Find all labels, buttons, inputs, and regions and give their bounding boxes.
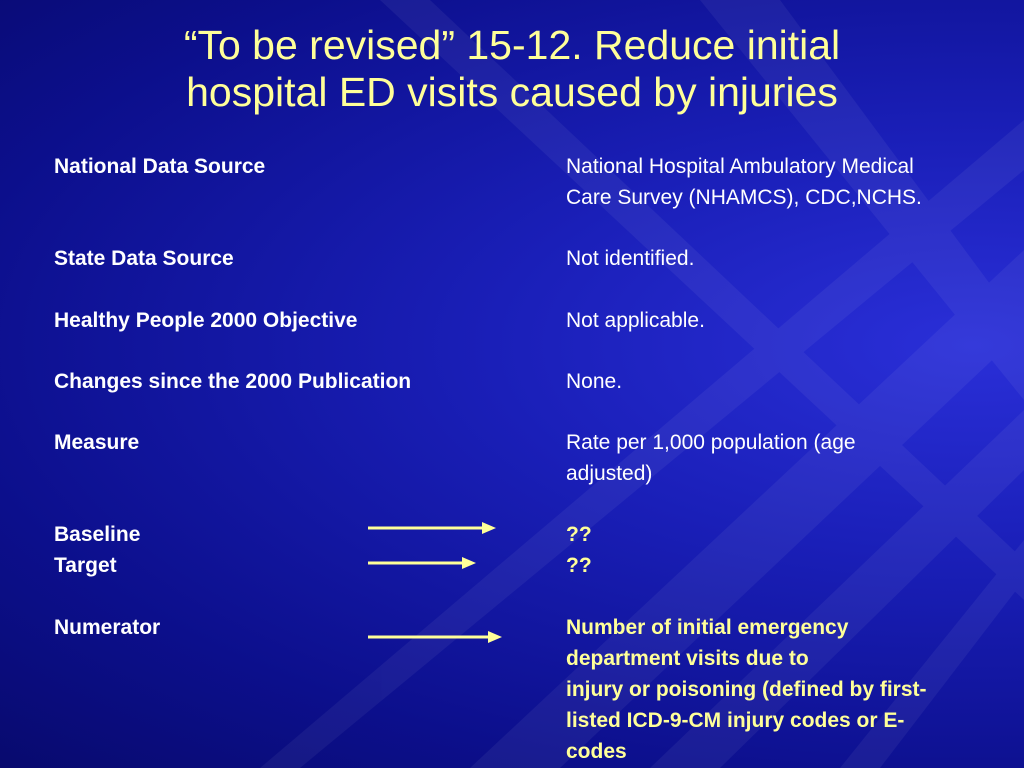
numerator-label: Numerator bbox=[54, 616, 161, 639]
national-data-source-label: National Data Source bbox=[54, 155, 266, 178]
value-line: adjusted) bbox=[566, 462, 653, 485]
title-line-1: “To be revised” 15-12. Reduce initial bbox=[183, 22, 841, 68]
value-line: Care Survey (NHAMCS), CDC,NCHS. bbox=[566, 186, 922, 209]
target-value: ?? bbox=[566, 554, 592, 577]
value-line: codes bbox=[566, 740, 627, 763]
slide-title bbox=[0, 22, 1024, 116]
value-line: department visits due to bbox=[566, 647, 809, 670]
healthy-people-objective-value: Not applicable. bbox=[566, 309, 705, 332]
national-data-source-value bbox=[566, 151, 1014, 213]
right-arrow-icon bbox=[366, 629, 504, 645]
target-label: Target bbox=[54, 554, 117, 577]
value-line: injury or poisoning (defined by first- bbox=[566, 678, 927, 701]
numerator-value bbox=[566, 612, 1014, 767]
changes-since-publication-label: Changes since the 2000 Publication bbox=[54, 370, 412, 393]
value-line: National Hospital Ambulatory Medical bbox=[566, 155, 914, 178]
state-data-source-label: State Data Source bbox=[54, 247, 234, 270]
value-line: Rate per 1,000 population (age bbox=[566, 431, 856, 454]
measure-label: Measure bbox=[54, 431, 140, 454]
state-data-source-value: Not identified. bbox=[566, 247, 695, 270]
measure-value bbox=[566, 427, 1014, 489]
healthy-people-objective-label: Healthy People 2000 Objective bbox=[54, 309, 358, 332]
value-line: Number of initial emergency bbox=[566, 616, 849, 639]
right-arrow-icon bbox=[366, 555, 478, 571]
baseline-value: ?? bbox=[566, 523, 592, 546]
title-line-2: hospital ED visits caused by injuries bbox=[186, 69, 838, 115]
value-line: listed ICD-9-CM injury codes or E- bbox=[566, 709, 905, 732]
changes-since-publication-value: None. bbox=[566, 370, 623, 393]
right-arrow-icon bbox=[366, 520, 498, 536]
baseline-label: Baseline bbox=[54, 523, 141, 546]
